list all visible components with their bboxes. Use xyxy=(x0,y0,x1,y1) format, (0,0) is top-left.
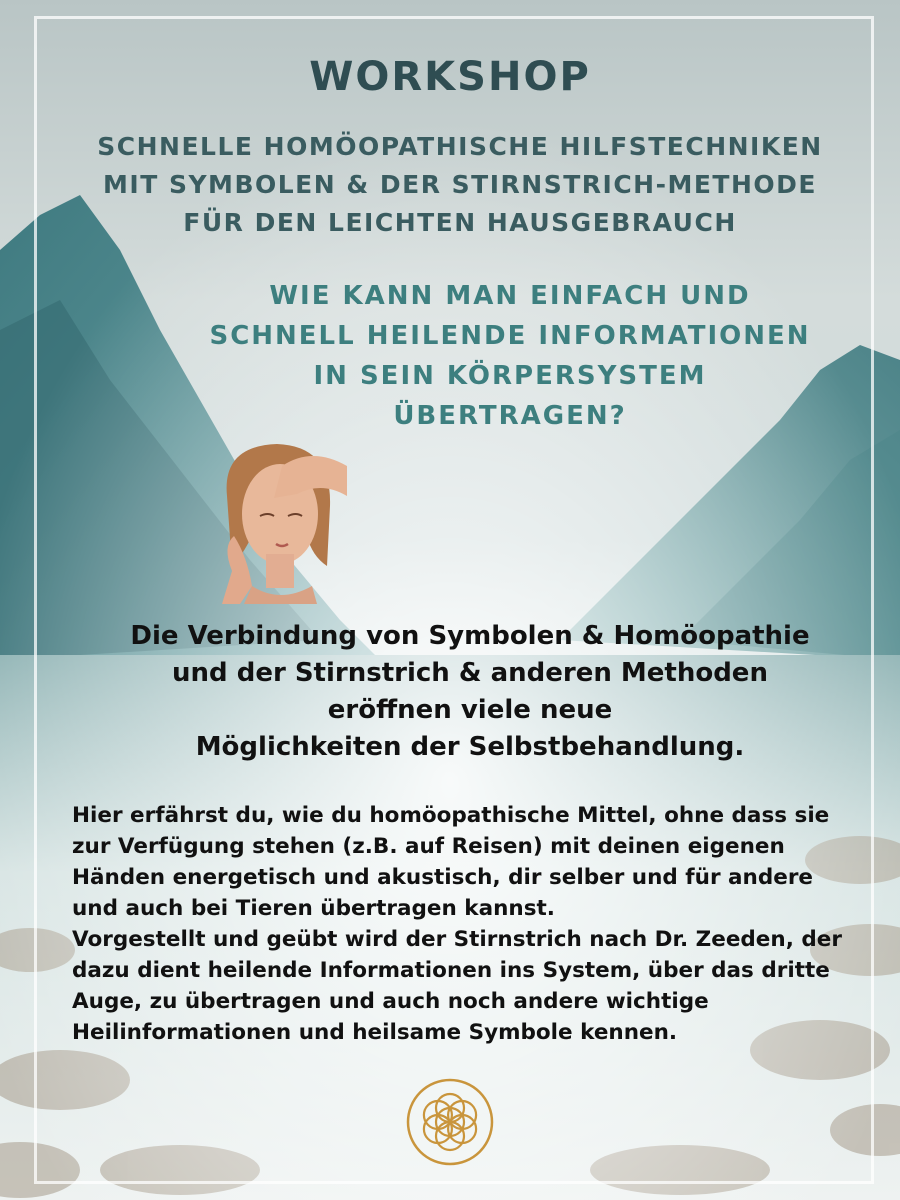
intro-line: Die Verbindung von Symbolen & Homöopathie xyxy=(130,621,810,651)
subtitle-line: FÜR DEN LEICHTEN HAUSGEBRAUCH xyxy=(183,208,737,237)
description-paragraph: Hier erfährst du, wie du homöopathische Mittel, ohne dass sie zur Verfügung stehen (z.B. auf Reisen) mit deinen eigenen Händen energetisch und akustisch, dir selber und für andere und auch bei Tieren übertragen kannst. xyxy=(72,803,830,921)
intro-line: Möglichkeiten der Selbstbehandlung. xyxy=(195,732,745,762)
question-heading xyxy=(140,276,880,436)
description-paragraph: Vorgestellt und geübt wird der Stirnstrich nach Dr. Zeeden, der dazu dient heilende Informationen ins System, über das dritte Auge, zu übertragen und auch noch andere wichtige Heilinformationen und heilsame Symbole kennen. xyxy=(72,927,842,1045)
intro-text xyxy=(60,618,880,766)
flower-of-life-icon xyxy=(405,1077,495,1167)
intro-line: eröffnen viele neue xyxy=(327,695,613,725)
intro-line: und der Stirnstrich & anderen Methoden xyxy=(172,658,768,688)
question-line: IN SEIN KÖRPERSYSTEM xyxy=(313,361,707,391)
subtitle-line: SCHNELLE HOMÖOPATHISCHE HILFSTECHNIKEN xyxy=(97,132,823,161)
page-title: WORKSHOP xyxy=(309,54,591,100)
question-line: ÜBERTRAGEN? xyxy=(393,401,627,431)
workshop-subtitle xyxy=(60,128,860,242)
description-text xyxy=(72,800,862,1048)
subtitle-line: MIT SYMBOLEN & DER STIRNSTRICH-METHODE xyxy=(103,170,817,199)
question-line: SCHNELL HEILENDE INFORMATIONEN xyxy=(209,321,811,351)
woman-touching-forehead-image xyxy=(212,436,349,604)
question-line: WIE KANN MAN EINFACH UND xyxy=(269,281,751,311)
